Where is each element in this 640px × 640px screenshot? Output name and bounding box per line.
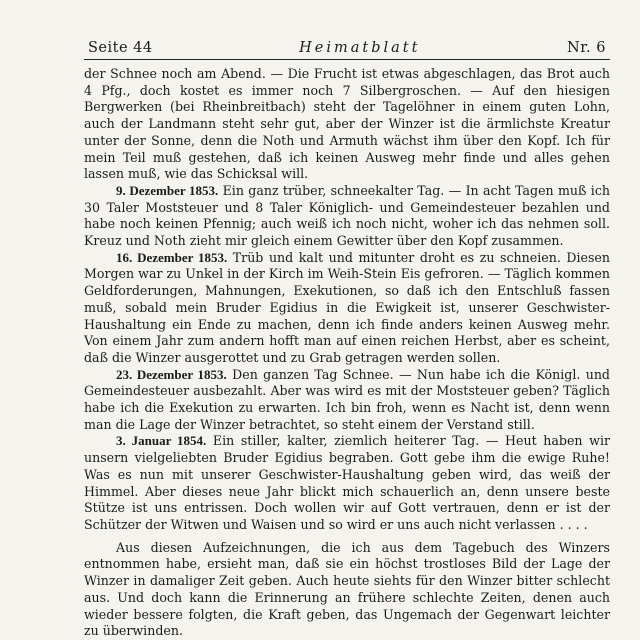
entry-date: 23. Dezember 1853. bbox=[116, 366, 227, 382]
diary-entry bbox=[84, 183, 610, 250]
entry-text: Den ganzen Tag Schnee. — Nun habe ich die Königl. und Gemeindesteuer ausbezahlt. Aber was wird es mit der Moststeuer geben? Täglich habe ich die Exekution zu erwarten. Ich bin froh, wenn es Nacht ist, denn wenn man die Lage der Winzer betrachtet, so steht einem der Verstand still. bbox=[84, 366, 610, 432]
entry-date: 9. Dezember 1853. bbox=[116, 182, 219, 198]
diary-entry bbox=[84, 367, 610, 434]
diary-entry bbox=[84, 433, 610, 533]
entry-date: 3. Januar 1854. bbox=[116, 433, 207, 449]
page-header bbox=[84, 40, 610, 60]
paragraph-text: Aus diesen Aufzeichnungen, die ich aus dem Tagebuch des Winzers entnommen habe, ersieht man, daß sie ein höchst trostloses Bild der Lage der Winzer in damaliger Zeit geben. Auch heute siehts für den Winzer bitter schlecht aus. Und doch kann die Erinnerung an frühere schlechte Zeiten, denen auch wieder bessere folgten, die Kraft geben, das Ungemach der Gegenwart leichter zu überwinden. bbox=[84, 539, 610, 639]
entry-text: Ein stiller, kalter, ziemlich heiterer Tag. — Heut haben wir unsern vielgeliebten Bruder Egidius begraben. Gott gebe ihm die ewige Ruhe! Was es nun mit unserer Geschwister-Haushaltung geben wird, das weiß der Himmel. Aber dieses neue Jahr blickt mich schauerlich an, denn unsere beste Stütze ist uns entrissen. Doch wollen wir auf Gott vertrauen, denn er ist der Schützer der Witwen und Waisen und so wird er uns auch nicht verlassen . . . . bbox=[84, 433, 610, 532]
diary-entry bbox=[84, 250, 610, 367]
entry-date: 16. Dezember 1853. bbox=[116, 249, 228, 265]
paragraph-continuation bbox=[84, 66, 610, 183]
article-body bbox=[84, 66, 610, 640]
publication-title: Heimatblatt bbox=[299, 40, 421, 56]
closing-paragraph bbox=[84, 540, 610, 640]
entry-text: Ein ganz trüber, schneekalter Tag. — In acht Tagen muß ich 30 Taler Moststeuer und 8 Taler Königlich- und Gemeindesteuer bezahlen und habe noch keinen Pfennig; auch weiß ich noch nicht, woher ich das nehmen soll. Kreuz und Noth zieht mir gleich einem Gewitter über den Kopf zusammen. bbox=[84, 182, 610, 249]
issue-number: Nr. 6 bbox=[567, 40, 606, 56]
page-number: Seite 44 bbox=[88, 40, 153, 56]
paragraph-text: der Schnee noch am Abend. — Die Frucht ist etwas abgeschlagen, das Brot auch 4 Pfg., doch kostet es immer noch 7 Silbergroschen. — Auf den hiesigen Bergwerken (bei Rheinbreitbach) steht der Tagelöhner in einem guten Lohn, auch der Landmann steht sehr gut, aber der Winzer ist die ärmlichste Kreatur unter der Sonne, denn die Noth und Armuth wächst ihm über den Kopf. Ich für mein Teil muß gestehen, daß ich keinen Ausweg mehr finde und alles gehen lassen muß, wie das Schicksal will. bbox=[84, 66, 610, 182]
entry-text: Trüb und kalt und mitunter droht es zu schneien. Diesen Morgen war zu Unkel in der Kirch im Weih-Stein Eis gefroren. — Täglich kommen Geldforderungen, Mahnungen, Exekutionen, so daß ich den Entschluß fassen muß, sobald mein Bruder Egidius in die Ewigkeit ist, unserer Geschwister-Haushaltung ein Ende zu machen, denn ich finde anders keinen Ausweg mehr. Von einem Jahr zum andern hofft man auf einen reichen Herbst, aber es scheint, daß die Winzer ausgerottet und zu Grab getragen werden sollen. bbox=[84, 249, 610, 365]
